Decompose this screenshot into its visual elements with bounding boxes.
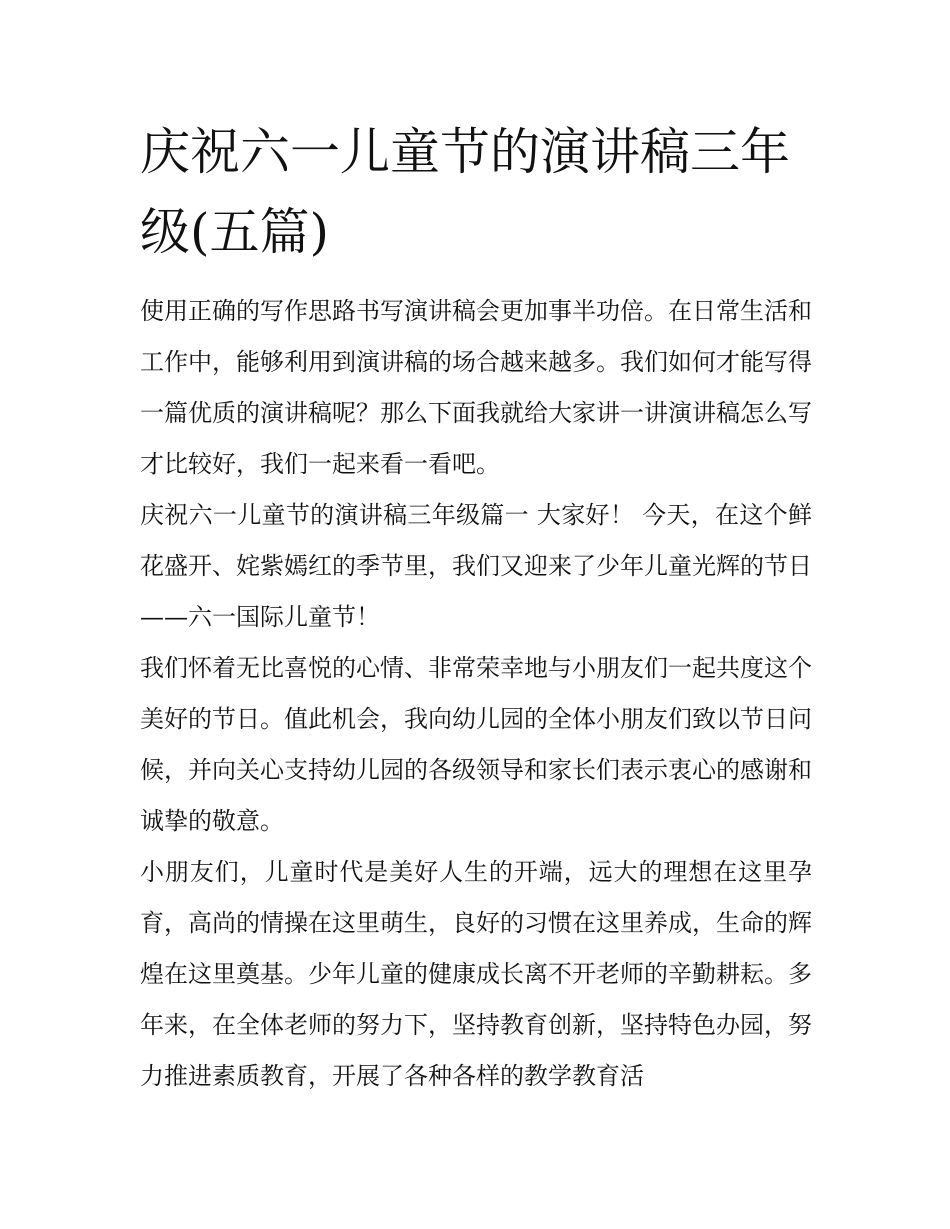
body-paragraph: 我们怀着无比喜悦的心情、非常荣幸地与小朋友们一起共度这个美好的节日。值此机会，我向幼儿园的全体小朋友们致以节日问候，并向关心支持幼儿园的各级领导和家长们表示衷心的感谢和诚挚的敬意。 <box>140 654 812 835</box>
body-paragraph: 庆祝六一儿童节的演讲稿三年级篇一 大家好！ 今天，在这个鲜花盛开、姹紫嫣红的季节里，我们又迎来了少年儿童光辉的节日——六一国际儿童节！ <box>140 501 812 631</box>
body-paragraph: 小朋友们，儿童时代是美好人生的开端，远大的理想在这里孕育，高尚的情操在这里萌生，良好的习惯在这里养成，生命的辉煌在这里奠基。少年儿童的健康成长离不开老师的辛勤耕耘。多年来，在全体老师的努力下，坚持教育创新，坚持特色办园，努力推进素质教育，开展了各种各样的教学教育活 <box>140 858 812 1090</box>
document-title: 庆祝六一儿童节的演讲稿三年级(五篇) <box>140 123 790 261</box>
intro-paragraph: 使用正确的写作思路书写演讲稿会更加事半功倍。在日常生活和工作中，能够利用到演讲稿的场合越来越多。我们如何才能写得一篇优质的演讲稿呢？那么下面我就给大家讲一讲演讲稿怎么写才比较好，我们一起来看一看吧。 <box>140 297 812 478</box>
document-body <box>140 112 812 1102</box>
